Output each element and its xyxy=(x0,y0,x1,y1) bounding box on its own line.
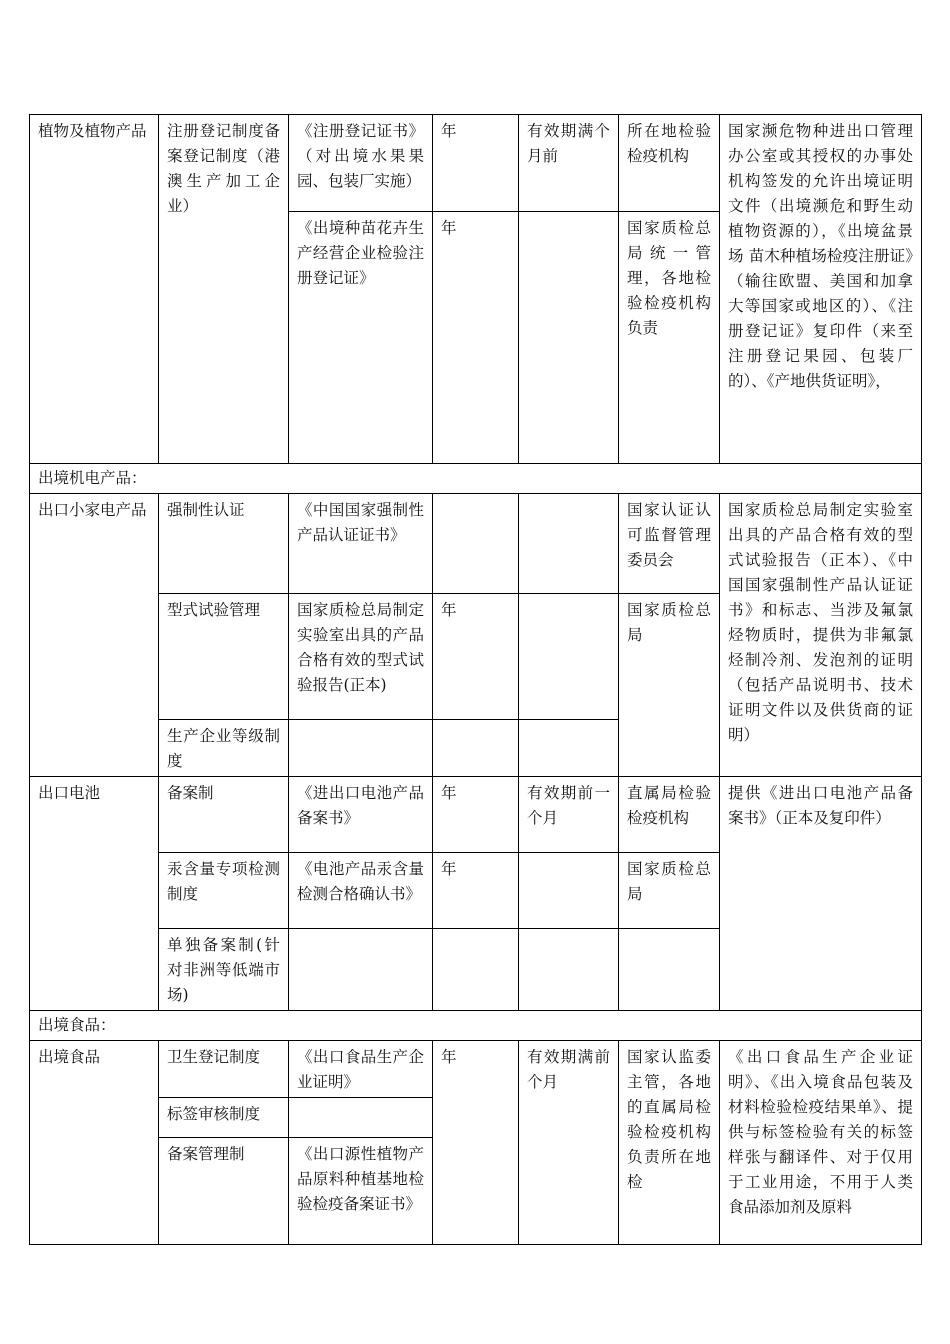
system-cell: 备案制 xyxy=(159,777,289,853)
system-cell: 标签审核制度 xyxy=(159,1098,289,1138)
system-cell: 单独备案制(针对非洲等低端市场) xyxy=(159,929,289,1011)
renewal-cell xyxy=(519,853,619,929)
certificate-cell: 《电池产品汞含量检测合格确认书》 xyxy=(289,853,433,929)
certificate-cell: 《注册登记证书》（对出境水果果园、包装厂实施） xyxy=(289,115,433,212)
product-cell: 出境食品 xyxy=(30,1041,159,1245)
regulation-table xyxy=(29,114,922,1245)
validity-cell: 年 xyxy=(433,853,519,929)
system-cell: 注册登记制度备案登记制度（港澳生产加工企业） xyxy=(159,115,289,464)
renewal-cell xyxy=(519,929,619,1011)
authority-cell: 所在地检验检疫机构 xyxy=(619,115,720,212)
certificate-cell: 《出口源性植物产品原料种植基地检验检疫备案证书》 xyxy=(289,1138,433,1245)
validity-cell xyxy=(433,720,519,777)
renewal-cell xyxy=(519,212,619,464)
section-row xyxy=(30,464,922,494)
documents-cell: 提供《进出口电池产品备案书》（正本及复印件） xyxy=(720,777,922,1011)
validity-cell: 年 xyxy=(433,1041,519,1245)
authority-cell: 国家质检总局 xyxy=(619,594,720,777)
validity-cell: 年 xyxy=(433,212,519,464)
section-row xyxy=(30,1011,922,1041)
authority-cell: 国家认监委主管，各地的直属局检验检疫机构负责所在地检 xyxy=(619,1041,720,1245)
product-cell: 出口小家电产品 xyxy=(30,494,159,777)
authority-cell xyxy=(619,929,720,1011)
section-heading-mech: 出境机电产品： xyxy=(30,464,922,494)
certificate-cell xyxy=(289,929,433,1011)
system-cell: 卫生登记制度 xyxy=(159,1041,289,1098)
authority-cell: 国家质检总局 xyxy=(619,853,720,929)
certificate-cell: 《出境种苗花卉生产经营企业检验注册登记证》 xyxy=(289,212,433,464)
renewal-cell: 有效期前一个月 xyxy=(519,777,619,853)
validity-cell: 年 xyxy=(433,115,519,212)
system-cell: 强制性认证 xyxy=(159,494,289,594)
documents-cell: 《出口食品生产企业证明》、《出入境食品包装及材料检验检疫结果单》、提供与标签检验有关的标签样张与翻译件、对于仅用于工业用途，不用于人类食品添加剂及原料 xyxy=(720,1041,922,1245)
authority-cell: 国家认证认可监督管理委员会 xyxy=(619,494,720,594)
validity-cell xyxy=(433,929,519,1011)
documents-cell: 国家濒危物种进出口管理办公室或其授权的办事处机构签发的允许出境证明文件（出境濒危和野生动植物资源的），《出境盆景场 苗木种植场检疫注册证》（输往欧盟、美国和加拿大等国家或地区的）、《注册登记证》复印件（来至注册登记果园、包装厂的）、《产地供货证明》， xyxy=(720,115,922,464)
table-row xyxy=(30,115,922,212)
certificate-cell xyxy=(289,720,433,777)
documents-cell: 国家质检总局制定实验室出具的产品合格有效的型式试验报告（正本）、《中国国家强制性产品认证证书》和标志、当涉及氟氯烃物质时，提供为非氟氯烃制冷剂、发泡剂的证明（包括产品说明书、技术证明文件以及供货商的证明） xyxy=(720,494,922,777)
system-cell: 生产企业等级制度 xyxy=(159,720,289,777)
product-cell: 出口电池 xyxy=(30,777,159,1011)
validity-cell: 年 xyxy=(433,594,519,720)
system-cell: 型式试验管理 xyxy=(159,594,289,720)
certificate-cell: 《出口食品生产企业证明》 xyxy=(289,1041,433,1098)
renewal-cell xyxy=(519,720,619,777)
renewal-cell xyxy=(519,494,619,594)
validity-cell: 年 xyxy=(433,777,519,853)
renewal-cell: 有效期满前 个月 xyxy=(519,1041,619,1245)
renewal-cell xyxy=(519,594,619,720)
certificate-cell: 国家质检总局制定实验室出具的产品合格有效的型式试验报告(正本) xyxy=(289,594,433,720)
system-cell: 汞含量专项检测制度 xyxy=(159,853,289,929)
product-cell: 植物及植物产品 xyxy=(30,115,159,464)
system-cell: 备案管理制 xyxy=(159,1138,289,1245)
table-row xyxy=(30,1041,922,1098)
table-row xyxy=(30,494,922,594)
authority-cell: 直属局检验检疫机构 xyxy=(619,777,720,853)
validity-cell xyxy=(433,494,519,594)
certificate-cell: 《中国国家强制性产品认证证书》 xyxy=(289,494,433,594)
authority-cell: 国家质检总局统一管理，各地检验检疫机构负责 xyxy=(619,212,720,464)
certificate-cell xyxy=(289,1098,433,1138)
section-heading-food: 出境食品： xyxy=(30,1011,922,1041)
table-row xyxy=(30,777,922,853)
certificate-cell: 《进出口电池产品备案书》 xyxy=(289,777,433,853)
renewal-cell: 有效期满个月前 xyxy=(519,115,619,212)
